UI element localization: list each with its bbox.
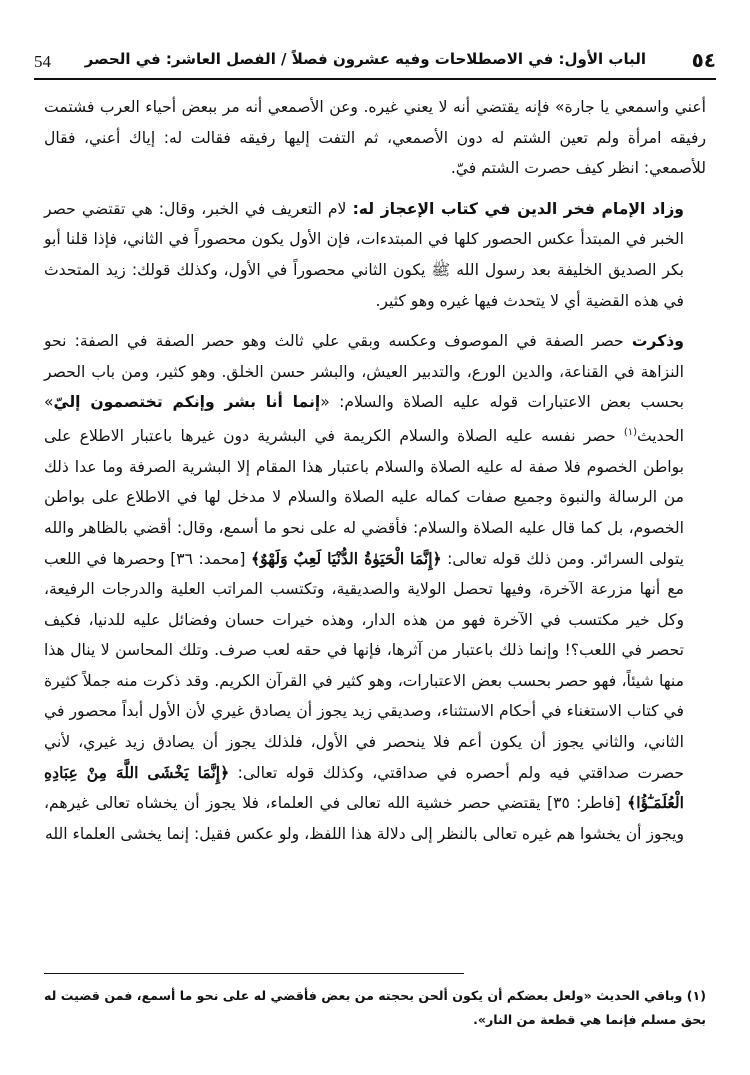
paragraph-2-lead: وزاد الإمام فخر الدين في كتاب الإعجاز له: [352,199,684,218]
paragraph-2 [44,194,706,316]
paragraph-3-text-c: حصر نفسه عليه الصلاة والسلام الكريمة في البشرية دون غيرها باعتبار الاطلاع على بواطن الخصوم فلا صفة له عليه الصلاة والسلام باعتبار هذا المقام إلا البشرية الصرفة وما عدا ذلك من الرسالة والنبوة وجميع صفات كماله عليه الصلاة والسلام لا مدخل لها في الاطلاع على بواطن الخصوم، بل كما قال عليه الصلاة والسلام: فأقضي له على نحو ما أسمع، وقال: أقضي بالظاهر والله يتولى السرائر. ومن ذلك قوله تعالى: [44,427,684,568]
quran-verse-2: ﴿إِنَّمَا يَخْشَى اللَّهَ مِنْ عِبَادِهِ الْعُلَمَـٰٓؤُا﴾ [44,762,684,813]
footnote-text: وباقي الحديث «ولعل بعضكم أن يكون ألحن بحجته من بعض فأقضي له على نحو ما أسمع، فمن قضيت له بحق مسلم فإنما هي قطعة من النار». [44,988,706,1027]
paragraph-3 [44,326,706,849]
paragraph-3-text-b: » الحديث [44,393,684,446]
running-title: الباب الأول: في الاصطلاحات وفيه عشرون فصلاً / الفصل العاشر: في الحصر [84,50,646,68]
page-number-arabic: ٥٤ [691,48,716,72]
paragraph-1 [44,92,706,184]
paragraph-3-text-e: [فاطر: ٣٥] يقتضي حصر خشية الله تعالى في العلماء، فلا يجوز أن يخشاه تعالى غيرهم، ويجوز أن يخشوا هم غيره تعالى بالنظر إلى دلالة هذا اللفظ، ولو عكس فقيل: إنما يخشى العلماء الله [44,794,684,843]
footnote-divider [44,973,464,974]
hadith-quote: إنما أنا بشر وإنكم تختصمون إليّ [53,393,321,412]
main-text [44,92,706,849]
paragraph-3-text-a: حصر الصفة في الموصوف وعكسه وبقي علي ثالث وهو حصر الصفة في الصفة: نحو النزاهة في القناعة، والدين الورع، والتدبير العيش، والبشر حسن الخلق. وهو كثير، ومن باب الحصر بحسب بعض الاعتبارات قوله عليه الصلاة والسلام: « [44,332,684,412]
paragraph-1-text: أعني واسمعي يا جارة» فإنه يقتضي أنه لا يعني غيره. وعن الأصمعي أنه مر ببعض أحياء العرب فشتمت رفيقه امرأة ولم تعين الشتم له دون الأصمعي، ثم التفت إليها رفيقه فقالت له: إياك أعني، فقال للأصمعي: انظر كيف حصرت الشتم فيّ. [44,98,706,178]
paragraph-3-lead: وذكرت [631,332,684,351]
footnote [44,984,706,1032]
page-header [34,44,716,80]
footnote-marker: (١) [686,988,706,1003]
page-number-latin: 54 [34,52,51,71]
paragraph-2-text: لام التعريف في الخبر، وقال: هي تقتضي حصر الخبر في المبتدأ عكس الحصور كلها في المبتدءات، فإن الأول يكون محصوراً في الثاني، فإذا قلنا أبو بكر الصديق الخليفة بعد رسول الله ﷺ يكون الثاني محصوراً في الأول، وكذلك قولك: زيد المتحدث في هذه القضية أي لا يتحدث فيها غيره وهو كثير. [44,199,684,310]
quran-verse-1: ﴿إِنَّمَا الْحَيَوٰةُ الدُّنْيَا لَعِبٌ وَلَهْوٌ﴾ [250,548,442,568]
footnote-ref[interactable]: (١) [623,426,637,438]
paragraph-3-text-d: [محمد: ٣٦] وحصرها في اللعب مع أنها مزرعة الآخرة، وفيها تحصل الولاية والصديقية، وتكتسب المراتب العلية والدرجات الرفيعة، وكل خير مكتسب في الآخرة فهو من هذه الدار، وهذه خيرات حسان وفضائل عليه للدنيا، فكيف تحصر في اللعب؟! وإنما ذلك باعتبار من آثرها، فإنها في حقه لعب صرف. وتلك المحاسن لا ينال هذا منها شيئاً، فهو حصر بحسب بعض الاعتبارات، وهو كثير في القرآن الكريم. وقد ذكرت منه جملاً كثيرة في كتاب الاستغناء في أحكام الاستثناء، وصديقي زيد يجوز أن يصادق غيري لأن الأول أبداً محصور في الثاني، والثاني يجوز أن يكون أعم فلا ينحصر في الأول، فلذلك يجوز أن يصادق زيد غيري، لأني حصرت صداقتي فيه ولم أحصره في صداقتي، وكذلك قوله تعالى: [44,549,684,782]
